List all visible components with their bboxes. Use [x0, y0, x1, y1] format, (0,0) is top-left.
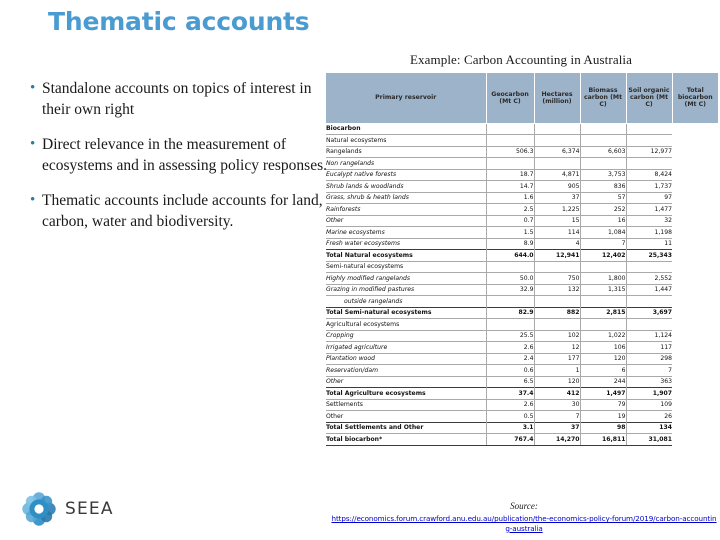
cell-value: 102	[534, 330, 580, 342]
source-label: Source:	[510, 501, 538, 511]
cell-value: 97	[626, 192, 672, 204]
cell-value: 1	[534, 365, 580, 377]
table-row	[326, 181, 718, 193]
table-row	[326, 388, 718, 400]
source-link[interactable]: https://economics.forum.crawford.anu.edu.au/publication/the-economics-policy-forum/2019/carbon-accounting-australia	[331, 514, 717, 533]
cell-value: 2.6	[486, 399, 534, 411]
cell-value: 836	[580, 181, 626, 193]
cell-value	[580, 296, 626, 308]
row-label: Marine ecosystems	[326, 227, 486, 239]
cell-value	[580, 123, 626, 135]
cell-value: 4	[534, 238, 580, 250]
row-label: Agricultural ecosystems	[326, 319, 486, 331]
cell-value: 1.5	[486, 227, 534, 239]
bullet-text: Standalone accounts on topics of interest in their own right	[42, 80, 312, 118]
cell-value: 3,697	[626, 307, 672, 319]
table-row	[326, 135, 718, 147]
row-label: Other	[326, 376, 486, 388]
cell-value: 1,124	[626, 330, 672, 342]
cell-value	[580, 319, 626, 331]
cell-value: 1,225	[534, 204, 580, 216]
cell-value	[486, 319, 534, 331]
cell-value	[486, 158, 534, 170]
figure-panel	[326, 52, 716, 446]
cell-value: 106	[580, 342, 626, 354]
column-header-total-biocarbon: Total biocarbon (Mt C)	[672, 73, 718, 123]
cell-value: 19	[580, 411, 626, 423]
cell-value: 6	[580, 365, 626, 377]
cell-value: 11	[626, 238, 672, 250]
cell-value: 109	[626, 399, 672, 411]
cell-value	[626, 319, 672, 331]
cell-value: 2,815	[580, 307, 626, 319]
table-row	[326, 238, 718, 250]
row-label: Total Settlements and Other	[326, 422, 486, 434]
seea-logo	[22, 492, 114, 526]
cell-value: 244	[580, 376, 626, 388]
cell-value: 15	[534, 215, 580, 227]
cell-value: 1,477	[626, 204, 672, 216]
cell-value: 1,737	[626, 181, 672, 193]
cell-value	[626, 135, 672, 147]
cell-value	[486, 261, 534, 273]
table-row	[326, 422, 718, 434]
page-title: Thematic accounts	[48, 7, 310, 36]
cell-value: 14,270	[534, 434, 580, 446]
cell-value: 16	[580, 215, 626, 227]
cell-value: 0.7	[486, 215, 534, 227]
cell-value: 31,081	[626, 434, 672, 446]
cell-value: 57	[580, 192, 626, 204]
row-label: Biocarbon	[326, 123, 486, 135]
cell-value: 252	[580, 204, 626, 216]
cell-value: 1.6	[486, 192, 534, 204]
cell-value	[486, 123, 534, 135]
row-label: Other	[326, 215, 486, 227]
cell-value: 1,022	[580, 330, 626, 342]
cell-value	[580, 158, 626, 170]
table-row	[326, 261, 718, 273]
cell-value: 18.7	[486, 169, 534, 181]
row-label: Grazing in modified pastures	[326, 284, 486, 296]
cell-value: 50.0	[486, 273, 534, 285]
cell-value: 412	[534, 388, 580, 400]
cell-value: 644.0	[486, 250, 534, 262]
cell-value	[534, 261, 580, 273]
cell-value: 298	[626, 353, 672, 365]
cell-value: 6,374	[534, 146, 580, 158]
cell-value: 37.4	[486, 388, 534, 400]
list-item	[28, 190, 328, 232]
table-row	[326, 227, 718, 239]
table-row	[326, 284, 718, 296]
cell-value: 1,907	[626, 388, 672, 400]
cell-value: 905	[534, 181, 580, 193]
table-row	[326, 296, 718, 308]
cell-value: 1,447	[626, 284, 672, 296]
row-label: Other	[326, 411, 486, 423]
table-row	[326, 215, 718, 227]
table-row	[326, 411, 718, 423]
cell-value: 1,497	[580, 388, 626, 400]
source-block	[330, 496, 718, 533]
table-row	[326, 342, 718, 354]
bullet-marker-icon: •	[30, 192, 36, 208]
cell-value: 2,552	[626, 273, 672, 285]
cell-value: 114	[534, 227, 580, 239]
cell-value: 32.9	[486, 284, 534, 296]
cell-value: 750	[534, 273, 580, 285]
table-row	[326, 376, 718, 388]
row-label: Rangelands	[326, 146, 486, 158]
seea-logo-text: SEEA	[65, 499, 114, 519]
column-header-biomass-carbon: Biomass carbon (Mt C)	[580, 73, 626, 123]
cell-value: 98	[580, 422, 626, 434]
cell-value: 120	[534, 376, 580, 388]
row-label: Grass, shrub & heath lands	[326, 192, 486, 204]
cell-value	[534, 123, 580, 135]
cell-value: 7	[580, 238, 626, 250]
row-label: Semi-natural ecosystems	[326, 261, 486, 273]
table-row	[326, 365, 718, 377]
bullet-marker-icon: •	[30, 80, 36, 96]
cell-value	[534, 158, 580, 170]
cell-value: 0.5	[486, 411, 534, 423]
cell-value: 37	[534, 422, 580, 434]
row-label: Total Natural ecosystems	[326, 250, 486, 262]
cell-value: 3.1	[486, 422, 534, 434]
table-row	[326, 399, 718, 411]
cell-value: 79	[580, 399, 626, 411]
cell-value: 26	[626, 411, 672, 423]
column-header-primary-reservoir: Primary reservoir	[326, 73, 486, 123]
cell-value: 4,871	[534, 169, 580, 181]
column-header-geocarbon: Geocarbon (Mt C)	[486, 73, 534, 123]
table-row	[326, 204, 718, 216]
cell-value: 2.6	[486, 342, 534, 354]
table-row	[326, 273, 718, 285]
table-row	[326, 123, 718, 135]
cell-value: 32	[626, 215, 672, 227]
table-row	[326, 330, 718, 342]
cell-value: 1,800	[580, 273, 626, 285]
cell-value: 82.9	[486, 307, 534, 319]
bullet-text: Thematic accounts include accounts for land, carbon, water and biodiversity.	[42, 192, 323, 230]
cell-value: 12,941	[534, 250, 580, 262]
bullet-text: Direct relevance in the measurement of ecosystems and in assessing policy responses.	[42, 136, 327, 174]
table-row	[326, 169, 718, 181]
cell-value	[626, 296, 672, 308]
table-header	[326, 73, 718, 123]
row-label: Non rangelands	[326, 158, 486, 170]
cell-value	[486, 296, 534, 308]
row-label: Settlements	[326, 399, 486, 411]
row-label: Plantation wood	[326, 353, 486, 365]
cell-value: 363	[626, 376, 672, 388]
cell-value: 3,753	[580, 169, 626, 181]
cell-value: 882	[534, 307, 580, 319]
cell-value: 12	[534, 342, 580, 354]
row-label: Total Agriculture ecosystems	[326, 388, 486, 400]
row-label: Total Semi-natural ecosystems	[326, 307, 486, 319]
table-row	[326, 307, 718, 319]
row-label: Eucalypt native forests	[326, 169, 486, 181]
cell-value	[626, 158, 672, 170]
row-label: Cropping	[326, 330, 486, 342]
list-item	[28, 78, 328, 120]
cell-value: 12,402	[580, 250, 626, 262]
cell-value: 8,424	[626, 169, 672, 181]
cell-value	[486, 135, 534, 147]
cell-value	[626, 261, 672, 273]
cell-value: 1,084	[580, 227, 626, 239]
row-label: Highly modified rangelands	[326, 273, 486, 285]
cell-value: 6.5	[486, 376, 534, 388]
cell-value	[534, 296, 580, 308]
cell-value: 2.4	[486, 353, 534, 365]
cell-value	[534, 135, 580, 147]
cell-value: 767.4	[486, 434, 534, 446]
table-row	[326, 192, 718, 204]
cell-value: 120	[580, 353, 626, 365]
bullet-list	[28, 78, 328, 246]
cell-value	[580, 261, 626, 273]
cell-value: 14.7	[486, 181, 534, 193]
cell-value: 1,198	[626, 227, 672, 239]
figure-caption: Example: Carbon Accounting in Australia	[410, 52, 632, 67]
row-label: outside rangelands	[326, 296, 486, 308]
cell-value: 30	[534, 399, 580, 411]
table-row	[326, 353, 718, 365]
row-label: Total biocarbon*	[326, 434, 486, 446]
table-body	[326, 123, 718, 445]
cell-value: 25,343	[626, 250, 672, 262]
row-label: Natural ecosystems	[326, 135, 486, 147]
bullet-marker-icon: •	[30, 136, 36, 152]
cell-value: 12,977	[626, 146, 672, 158]
column-header-soil-organic-carbon: Soil organic carbon (Mt C)	[626, 73, 672, 123]
column-header-hectares: Hectares (million)	[534, 73, 580, 123]
cell-value	[580, 135, 626, 147]
cell-value	[626, 123, 672, 135]
row-label: Reservation/dam	[326, 365, 486, 377]
cell-value: 25.5	[486, 330, 534, 342]
cell-value: 2.5	[486, 204, 534, 216]
row-label: Rainforests	[326, 204, 486, 216]
cell-value: 6,603	[580, 146, 626, 158]
cell-value: 132	[534, 284, 580, 296]
cell-value: 0.6	[486, 365, 534, 377]
row-label: Fresh water ecosystems	[326, 238, 486, 250]
cell-value: 7	[626, 365, 672, 377]
cell-value	[534, 319, 580, 331]
table-row	[326, 434, 718, 446]
cell-value: 117	[626, 342, 672, 354]
cell-value: 7	[534, 411, 580, 423]
row-label: Irrigated agriculture	[326, 342, 486, 354]
table-row	[326, 146, 718, 158]
table-row	[326, 319, 718, 331]
cell-value: 506.3	[486, 146, 534, 158]
list-item	[28, 134, 328, 176]
row-label: Shrub lands & woodlands	[326, 181, 486, 193]
cell-value: 134	[626, 422, 672, 434]
cell-value: 8.9	[486, 238, 534, 250]
table-row	[326, 158, 718, 170]
seea-flower-icon	[22, 492, 56, 526]
cell-value: 1,315	[580, 284, 626, 296]
carbon-accounts-table	[326, 73, 718, 446]
cell-value: 177	[534, 353, 580, 365]
cell-value: 37	[534, 192, 580, 204]
table-row	[326, 250, 718, 262]
cell-value: 16,811	[580, 434, 626, 446]
